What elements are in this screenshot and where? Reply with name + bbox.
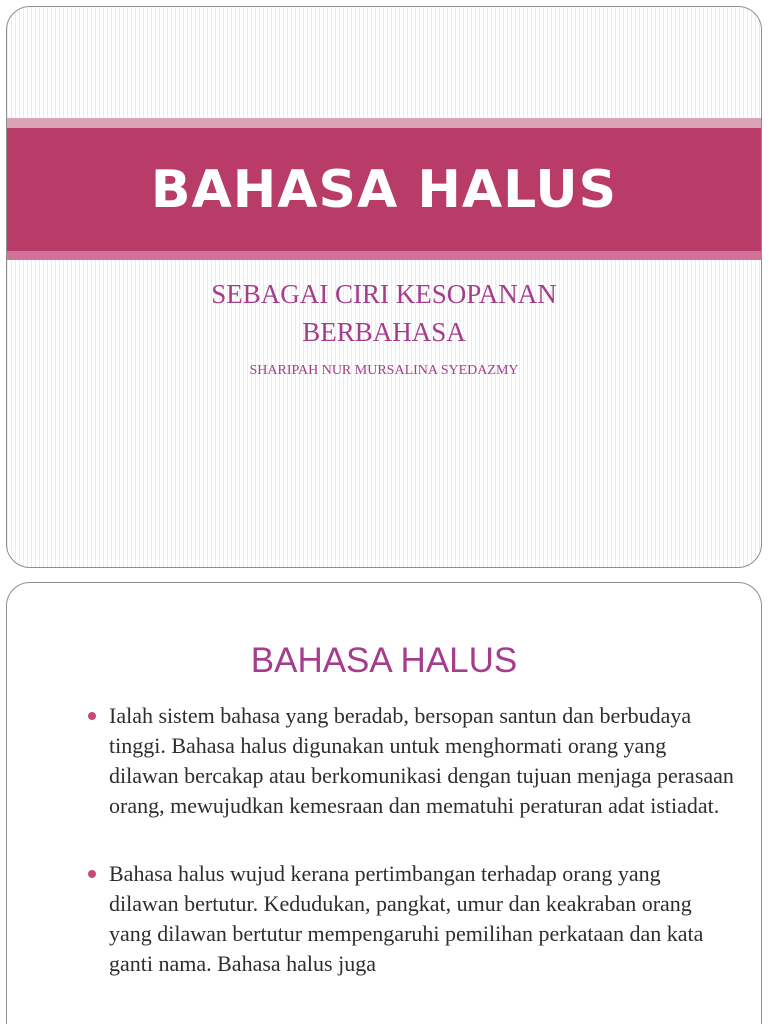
title-banner (7, 128, 761, 251)
bullet-list (85, 701, 735, 1017)
slide-1-title (6, 6, 762, 568)
bullet-dot-icon (88, 712, 96, 720)
slide-title: BAHASA HALUS (150, 159, 618, 220)
slide-2-content (6, 582, 762, 1024)
slide-heading: BAHASA HALUS (250, 641, 518, 680)
bullet-text: Bahasa halus wujud kerana pertimbangan terhadap orang yang dilawan bertutur. Kedudukan, pangkat, umur dan keakraban orang yang dilawan bertutur mempengaruhi pemilihan perkataan dan kata ganti nama. Bahasa halus juga (109, 861, 704, 976)
subtitle-line-2: BERBAHASA (302, 317, 466, 347)
banner-top-stripe (7, 118, 761, 128)
bullet-item (85, 859, 735, 979)
banner-bottom-stripe (7, 251, 761, 260)
bullet-text: Ialah sistem bahasa yang beradab, bersopan santun dan berbudaya tinggi. Bahasa halus digunakan untuk menghormati orang yang dilawan bercakap atau berkomunikasi dengan tujuan menjaga perasaan orang, mewujudkan kemesraan dan mematuhi peraturan adat istiadat. (109, 703, 734, 818)
bullet-dot-icon (88, 870, 96, 878)
author-name: SHARIPAH NUR MURSALINA SYEDAZMY (249, 363, 519, 378)
slide-subtitle (7, 275, 761, 351)
bullet-item (85, 701, 735, 821)
subtitle-line-1: SEBAGAI CIRI KESOPANAN (211, 279, 557, 309)
